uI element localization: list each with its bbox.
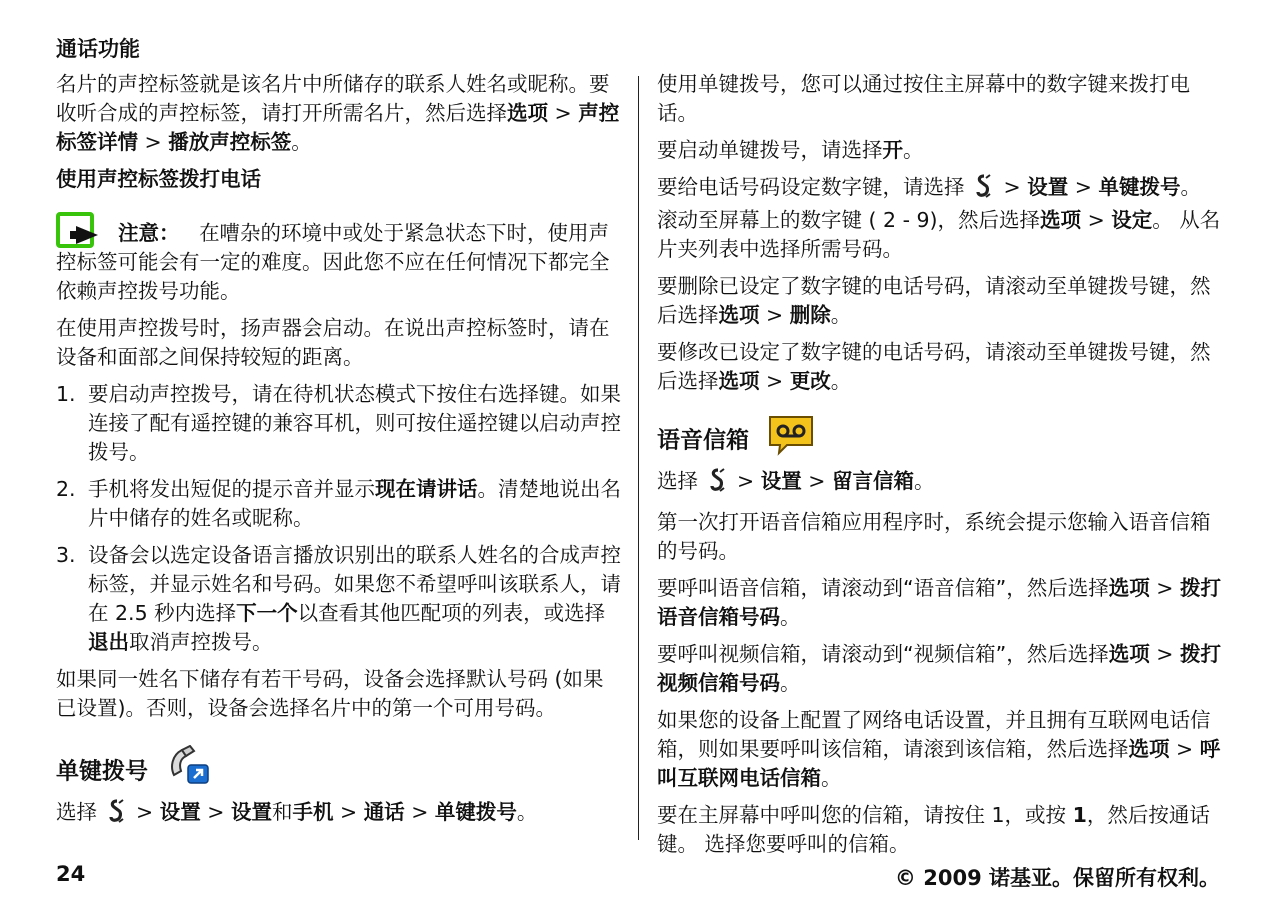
menu-key-icon — [975, 174, 993, 206]
speed-dial-intro: 使用单键拨号，您可以通过按住主屏幕中的数字键来拨打电话。 — [657, 72, 1190, 125]
speed-dial-phone-icon — [166, 745, 212, 798]
copyright-notice: © 2009 诺基亚。保留所有权利。 — [894, 866, 1220, 890]
call-voicemail-paragraph: 要呼叫语音信箱，请滚动到“语音信箱”，然后选择选项 > 拨打语音信箱号码。 — [657, 576, 1221, 629]
note-paragraph — [56, 212, 622, 306]
delete-paragraph: 要删除已设定了数字键的电话号码，请滚动至单键拨号键，然后选择选项 > 删除。 — [657, 274, 1211, 327]
first-open-paragraph: 第一次打开语音信箱应用程序时，系统会提示您输入语音信箱的号码。 — [657, 510, 1211, 563]
call-videomail-paragraph: 要呼叫视频信箱，请滚动到“视频信箱”，然后选择选项 > 拨打视频信箱号码。 — [657, 642, 1221, 695]
note-label: 注意： — [118, 221, 180, 245]
voice-tag-intro: 名片的声控标签就是该名片中所储存的联系人姓名或昵称。要收听合成的声控标签，请打开所需名片，然后选择选项 > 声控标签详情 > 播放声控标签。 — [56, 72, 620, 154]
step-item: 1. 要启动声控拨号，请在待机状态模式下按住右选择键。如果连接了配有遥控键的兼容耳机，则可按住遥控键以启动声控拨号。 — [56, 382, 621, 464]
speed-dial-heading: 单键拨号 — [56, 745, 622, 798]
assign-key-paragraph: 要给电话号码设定数字键，请选择 > 设置 > 单键拨号。 滚动至屏幕上的数字键 ( 2 - 9)，然后选择选项 > 设定。 从名片夹列表中选择所需号码。 — [657, 175, 1221, 261]
modify-paragraph: 要修改已设定了数字键的电话号码，请滚动至单键拨号键，然后选择选项 > 更改。 — [657, 340, 1211, 393]
voicemail-path: 选择 > 设置 > 留言信箱。 — [657, 467, 1227, 500]
left-column — [56, 70, 622, 839]
menu-key-icon — [709, 468, 727, 500]
note-icon — [56, 212, 114, 246]
speed-dial-activate: 要启动单键拨号，请选择开。 — [657, 138, 924, 162]
column-divider — [638, 76, 639, 840]
right-column — [657, 70, 1227, 867]
voicemail-icon — [767, 414, 815, 467]
step-item: 3. 设备会以选定设备语言播放识别出的联系人姓名的合成声控标签，并显示姓名和号码。如果您不希望呼叫该联系人，请在 2.5 秒内选择下一个以查看其他匹配项的列表，或选择退出取消声控拨号。 — [56, 543, 621, 654]
page-number: 24 — [56, 862, 86, 886]
speaker-paragraph: 在使用声控拨号时，扬声器会启动。在说出声控标签时，请在设备和面部之间保持较短的距离。 — [56, 316, 610, 369]
page-title: 通话功能 — [56, 37, 140, 61]
note-text: 在嘈杂的环境中或处于紧急状态下时，使用声控标签可能会有一定的难度。因此您不应在任何情况下都完全依赖声控拨号功能。 — [56, 221, 610, 303]
multi-number-paragraph: 如果同一姓名下储存有若干号码，设备会选择默认号码 (如果已设置)。否则，设备会选择名片中的第一个可用号码。 — [56, 667, 604, 720]
speed-dial-path: 选择 > 设置 > 设置和手机 > 通话 > 单键拨号。 — [56, 798, 622, 831]
internet-mailbox-paragraph: 如果您的设备上配置了网络电话设置，并且拥有互联网电话信箱，则如果要呼叫该信箱，请滚到该信箱，然后选择选项 > 呼叫互联网电话信箱。 — [657, 708, 1221, 790]
home-call-paragraph: 要在主屏幕中呼叫您的信箱，请按住 1，或按 1，然后按通话键。 选择您要呼叫的信箱。 — [657, 803, 1210, 856]
step-item: 2. 手机将发出短促的提示音并显示现在请讲话。清楚地说出名片中储存的姓名或昵称。 — [56, 477, 621, 530]
voicemail-heading: 语音信箱 — [657, 414, 1227, 467]
voice-dial-steps — [56, 380, 622, 657]
menu-key-icon — [108, 799, 126, 831]
voice-dial-heading: 使用声控标签拨打电话 — [56, 167, 261, 191]
